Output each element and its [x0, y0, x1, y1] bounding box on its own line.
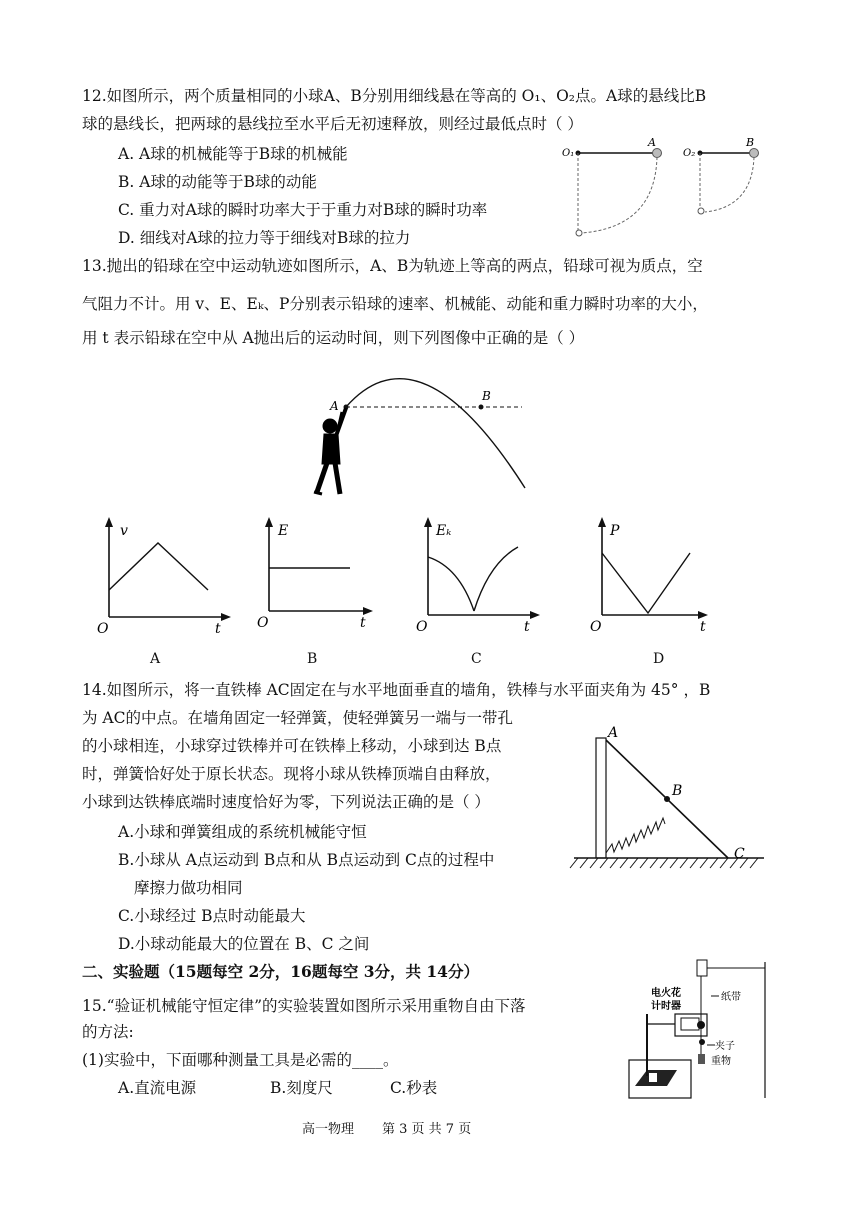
q12-option-c: C. 重力对A球的瞬时功率大于于重力对B球的瞬时功率 — [118, 201, 488, 219]
q14-option-c: C.小球经过 B点时动能最大 — [118, 907, 306, 925]
graph-a-caption: A — [150, 651, 161, 667]
q15-option-c: C.秒表 — [390, 1079, 438, 1097]
q15-sub1: (1)实验中，下面哪种测量工具是必需的____。 — [82, 1051, 399, 1069]
q14-option-b-cont: 摩擦力做功相同 — [134, 879, 243, 897]
q13-graph-b — [255, 515, 380, 640]
q14-stem-line2: 为 AC的中点。在墙角固定一轻弹簧，使轻弹簧另一端与一带孔 — [82, 709, 513, 727]
q14-option-d: D.小球动能最大的位置在 B、C 之间 — [118, 935, 370, 953]
q14-option-a: A.小球和弹簧组成的系统机械能守恒 — [118, 823, 367, 841]
q14-label-c: C — [734, 846, 745, 862]
q14-label-b: B — [672, 783, 683, 799]
person-silhouette-icon — [314, 408, 346, 494]
q12-option-a: A. A球的机械能等于B球的机械能 — [118, 145, 348, 163]
q13-stem-line2: 气阻力不计。用 v、E、Eₖ、P分别表示铅球的速率、机械能、动能和重力瞬时功率的大小， — [82, 295, 708, 313]
q14-stem-line5: 小球到达铁棒底端时速度恰好为零，下列说法正确的是（ ） — [82, 793, 490, 811]
q15-option-a: A.直流电源 — [118, 1079, 197, 1097]
q13-graph-a — [95, 515, 235, 640]
q13-stem-line1: 13.抛出的铅球在空中运动轨迹如图所示，A、B为轨迹上等高的两点，铅球可视为质点，空 — [82, 257, 703, 275]
footer-page-number: 第 3 页 共 7 页 — [382, 1122, 472, 1137]
graph-b-origin: O — [257, 615, 269, 631]
q15-label-weight: 重物 — [711, 1056, 731, 1067]
q13-graph-d — [588, 515, 718, 640]
q15-stem-line1: 15.“验证机械能守恒定律”的实验装置如图所示采用重物自由下落 — [82, 997, 526, 1015]
graph-c-ylabel: Eₖ — [436, 523, 452, 539]
q14-stem-line1: 14.如图所示，将一直铁棒 AC固定在与水平地面垂直的墙角，铁棒与水平面夹角为 45° ，B — [82, 681, 711, 699]
graph-c-xlabel: t — [524, 619, 530, 635]
section2-title: 二、实验题（15题每空 2分，16题每空 3分，共 14分） — [82, 962, 479, 981]
q13-trajectory-figure — [300, 358, 540, 508]
graph-a-xlabel: t — [215, 621, 221, 637]
graph-b-xlabel: t — [360, 615, 366, 631]
q15-stem-line2: 的方法: — [82, 1023, 134, 1041]
q15-label-timer1: 电火花 — [651, 988, 681, 999]
graph-d-ylabel: P — [610, 523, 620, 539]
graph-b-ylabel: E — [278, 523, 289, 539]
q14-option-b: B.小球从 A点运动到 B点和从 B点运动到 C点的过程中 — [118, 851, 495, 869]
q12-stem-line2: 球的悬线长，把两球的悬线拉至水平后无初速释放，则经过最低点时（ ） — [82, 115, 583, 133]
q12-label-o1: O₁ — [562, 148, 575, 159]
q15-label-timer2: 计时器 — [651, 1001, 681, 1012]
q13-label-a: A — [330, 399, 339, 413]
q12-stem-line1: 12.如图所示，两个质量相同的小球A、B分别用细线悬在等高的 O₁、O₂点。A球的悬线比B — [82, 87, 707, 105]
q14-stem-line3: 的小球相连，小球穿过铁棒并可在铁棒上移动，小球到达 B点 — [82, 737, 502, 755]
q13-label-b: B — [482, 389, 491, 403]
q12-option-d: D. 细线对A球的拉力等于细线对B球的拉力 — [118, 229, 411, 247]
q14-stem-line4: 时，弹簧恰好处于原长状态。现将小球从铁棒顶端自由释放， — [82, 765, 501, 783]
graph-c-origin: O — [416, 619, 428, 635]
graph-d-caption: D — [653, 651, 665, 667]
graph-a-ylabel: v — [120, 523, 128, 539]
q15-apparatus-figure — [615, 952, 790, 1102]
q15-label-clip: 夹子 — [715, 1041, 735, 1052]
q12-label-a: A — [648, 136, 656, 149]
q12-pendulum-figure — [560, 135, 770, 245]
q12-label-o2: O₂ — [683, 148, 696, 159]
graph-c-caption: C — [471, 651, 482, 667]
graph-d-origin: O — [590, 619, 602, 635]
q14-label-a: A — [608, 725, 619, 741]
q12-option-b: B. A球的动能等于B球的动能 — [118, 173, 317, 191]
q14-rod-spring-figure — [568, 720, 768, 875]
q13-stem-line3: 用 t 表示铅球在空中从 A抛出后的运动时间，则下列图像中正确的是（ ） — [82, 329, 585, 347]
footer-subject: 高一物理 — [302, 1122, 355, 1137]
q15-option-b: B.刻度尺 — [270, 1079, 333, 1097]
q12-label-b: B — [746, 136, 755, 149]
graph-a-origin: O — [97, 621, 109, 637]
graph-d-xlabel: t — [700, 619, 706, 635]
q15-label-tape: 纸带 — [721, 992, 741, 1003]
graph-b-caption: B — [307, 651, 318, 667]
q13-graph-c — [414, 515, 544, 640]
